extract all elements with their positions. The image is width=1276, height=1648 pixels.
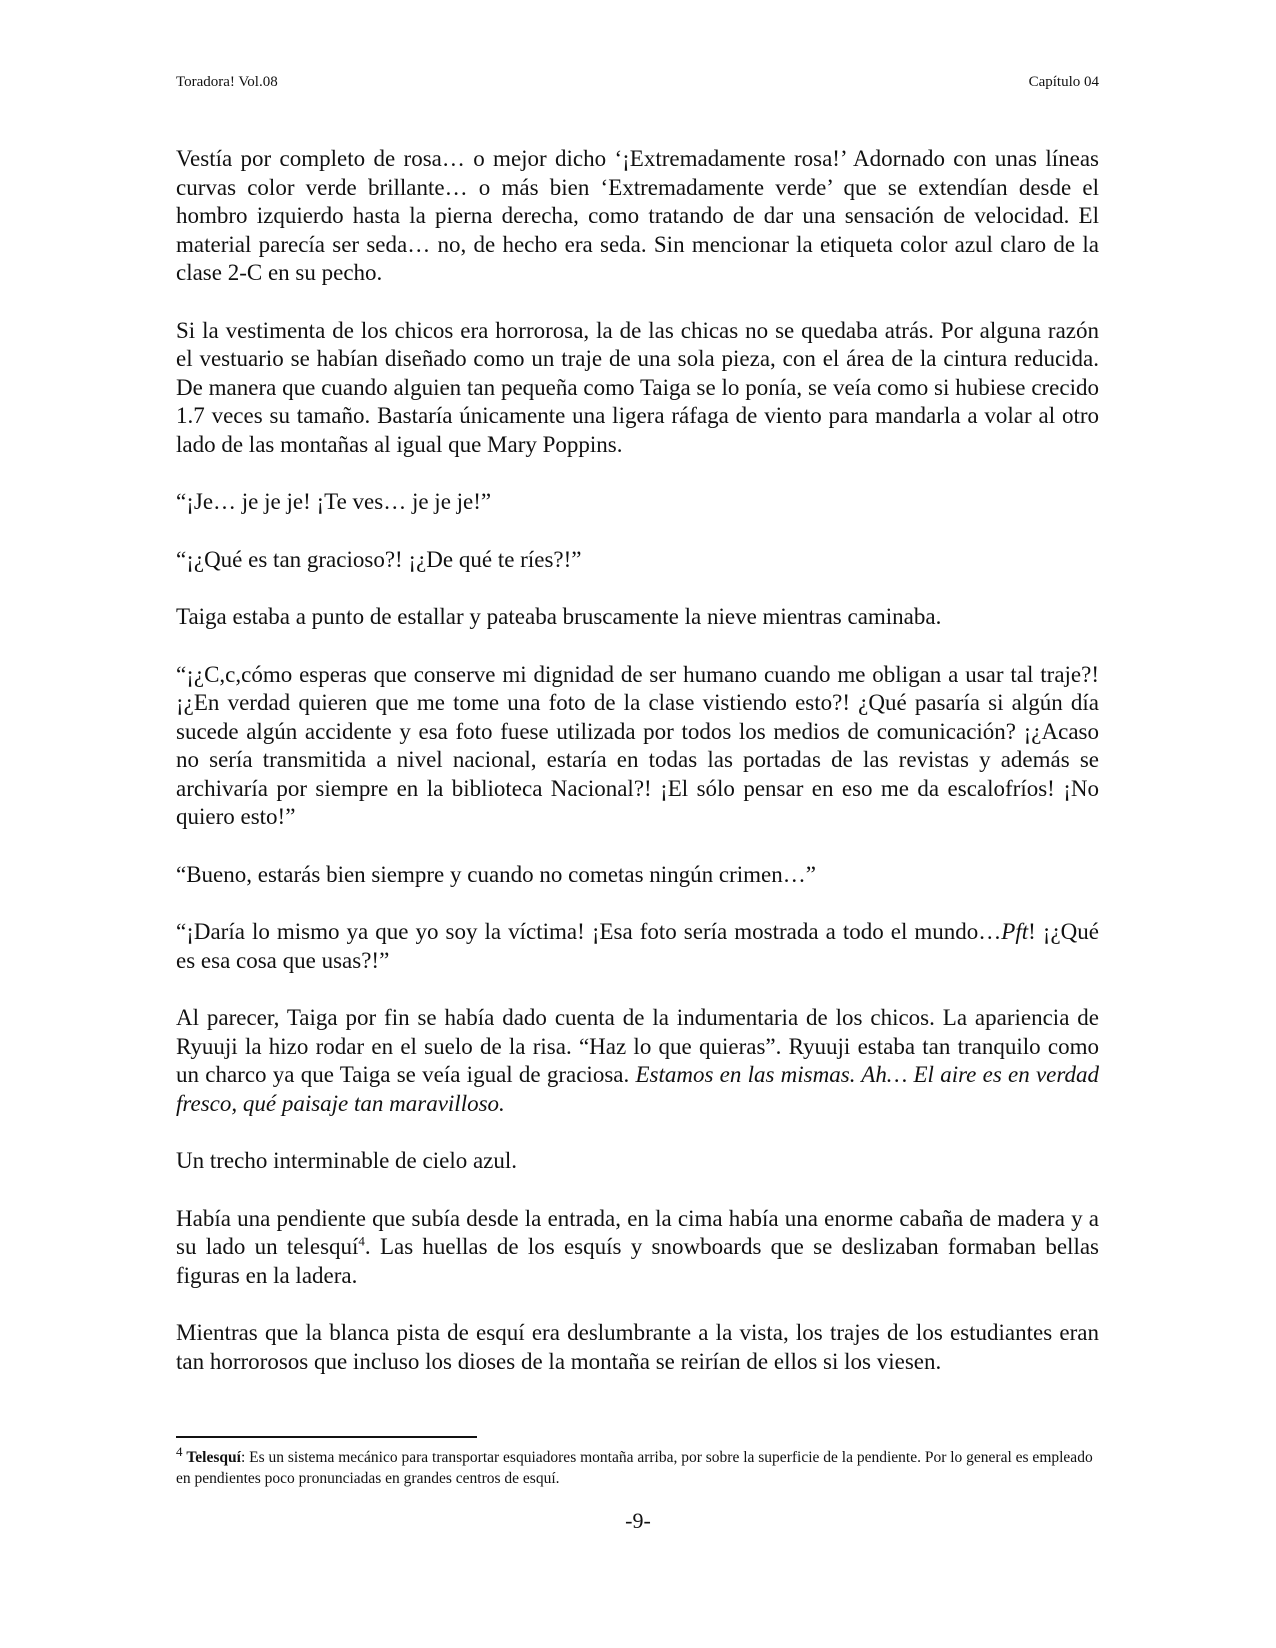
paragraph-7: “Bueno, estarás bien siempre y cuando no cometas ningún crimen…” [176,861,816,887]
footnote-number: 4 [176,1443,183,1459]
footnote [176,1443,1099,1489]
paragraph-3: “¡Je… je je je! ¡Te ves… je je je!” [176,489,492,514]
paragraph-2: Si la vestimenta de los chicos era horrorosa, la de las chicas no se quedaba atrás. Por alguna razón el vestuario se habían diseñado como un traje de una sola pieza, con el área de la cintura reducida. De manera que cuando alguien tan pequeña como Taiga se lo ponía, se veía como si hubiese crecido 1.7 veces su tamaño. Bastaría únicamente una ligera ráfaga de viento para mandarla a volar al otro lado de las montañas al igual que Mary Poppins. [176,317,1099,457]
paragraph-11 [176,1205,1099,1291]
page-number: -9- [625,1508,651,1533]
paragraph-4: “¡¿Qué es tan gracioso?! ¡¿De qué te ríes?!” [176,546,582,572]
paragraph-5: Taiga estaba a punto de estallar y pateaba bruscamente la nieve mientras caminaba. [176,604,942,629]
paragraph-9-start: Al parecer, Taiga por fin se había dado cuenta de la indumentaria de los chicos. La apariencia de Ryuuji la hizo rodar en el suelo de la risa. “Haz lo que quieras”. Ryuuji estaba tan tranquilo como un charco ya que Taiga se veía igual de graciosa. [176,1005,1099,1087]
body-text [176,145,1099,1405]
paragraph-8-italic: Pft [1001,919,1029,944]
footnote-reference[interactable]: 4 [358,1233,365,1249]
footnote-divider [176,1436,477,1438]
paragraph-12: Mientras que la blanca pista de esquí era deslumbrante a la vista, los trajes de los estudiantes eran tan horrorosos que incluso los dioses de la montaña se reirían de ellos si los viesen. [176,1320,1099,1374]
header-chapter: Capítulo 04 [1028,74,1099,90]
paragraph-8 [176,918,1099,975]
paragraph-11-end: . Las huellas de los esquís y snowboards que se deslizaban formaban bellas figuras en la ladera. [176,1234,1099,1288]
paragraph-8-end: ! ¡¿Qué es esa cosa que usas?!” [176,919,1099,973]
paragraph-8-start: “¡Daría lo mismo ya que yo soy la víctima! ¡Esa foto sería mostrada a todo el mundo… [176,919,1002,944]
paragraph-10: Un trecho interminable de cielo azul. [176,1148,518,1173]
paragraph-1: Vestía por completo de rosa… o mejor dicho ‘¡Extremadamente rosa!’ Adornado con unas líneas curvas color verde brillante… o más bien ‘Extremadamente verde’ que se extendían desde el hombro izquierdo hasta la pierna derecha, como tratando de dar una sensación de velocidad. El material parecía ser seda… no, de hecho era seda. Sin mencionar la etiqueta color azul claro de la clase 2-C en su pecho. [176,146,1099,285]
paragraph-9-italic: Estamos en las mismas. Ah… El aire es en verdad fresco, qué paisaje tan maravilloso. [176,1062,1099,1116]
header-book-title: Toradora! Vol.08 [176,74,278,90]
footnote-text: : Es un sistema mecánico para transportar esquiadores montaña arriba, por sobre la superficie de la pendiente. Por lo general es empleado en pendientes poco pronunciadas en grandes centros de esquí. [176,1449,1093,1487]
paragraph-11-start: Había una pendiente que subía desde la entrada, en la cima había una enorme cabaña de madera y a su lado un telesquí [176,1205,1099,1259]
paragraph-6: “¡¿C,c,cómo esperas que conserve mi dignidad de ser humano cuando me obligan a usar tal traje?! ¡¿En verdad quieren que me tome una foto de la clase vistiendo esto?! ¿Qué pasaría si algún día sucede algún accidente y esa foto fuese utilizada por todos los medios de comunicación? ¡¿Acaso no sería transmitida a nivel nacional, estaría en todas las portadas de las revistas y además se archivaría por siempre en la biblioteca Nacional?! ¡El sólo pensar en eso me da escalofríos! ¡No quiero esto!” [176,661,1099,829]
paragraph-9 [176,1004,1099,1118]
footnote-term: Telesquí [186,1449,241,1466]
